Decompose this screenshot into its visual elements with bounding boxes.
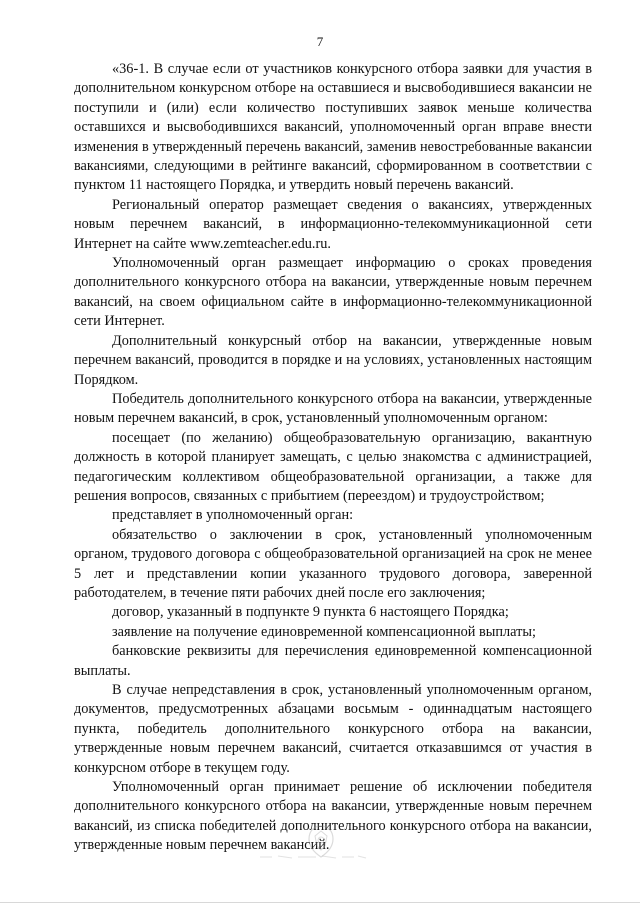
paragraph-36-1: «36-1. В случае если от участников конкурсного отбора заявки для участия в дополнительном конкурсном отборе на оставшиеся и высвободившиеся вакансии не поступили и (или) если количество поступивших заявок меньше количества оставшихся и высвободившихся вакансий, уполномоченный орган вправе внести изменения в утвержденный перечень вакансий, заменив невостребованные вакансии вакансиями, следующими в рейтинге вакансий, сформированном в соответствии с пунктом 11 настоящего Порядка, и утвердить новый перечень вакансий. xyxy=(74,61,592,194)
paragraph-visits: посещает (по желанию) общеобразовательную организацию, вакантную должность в которой планирует замещать, с целью знакомства с администрацией, педагогическим коллективом общеобразовательной организации, а также для решения вопросов, связанных с прибытием (переездом) и трудоустройством; xyxy=(74,429,592,504)
paragraph-contract: договор, указанный в подпункте 9 пункта 6 настоящего Порядка; xyxy=(112,604,509,621)
paragraph-submits: представляет в уполномоченный орган: xyxy=(112,507,354,524)
paragraph-additional-selection: Дополнительный конкурсный отбор на вакансии, утвержденные новым перечнем вакансий, проводится в порядке и на условиях, установленных настоящим Порядком. xyxy=(74,332,592,388)
paragraph-non-submission: В случае непредставления в срок, установленный уполномоченным органом, документов, предусмотренных абзацами восьмым - одиннадцатым настоящего пункта, победитель дополнительного конкурсного отбора на вакансии, утвержденные новым перечнем вакансий, считается отказавшимся от участия в конкурсном отборе в текущем году. xyxy=(74,682,592,776)
paragraph-regional-operator: Региональный оператор размещает сведения о вакансиях, утвержденных новым перечнем вакансий, в информационно-телекоммуникационной сети Интернет на сайте www.zemteacher.edu.ru. xyxy=(74,196,592,252)
page-number: 7 xyxy=(316,34,324,49)
paragraph-exclusion: Уполномоченный орган принимает решение об исключении победителя дополнительного конкурсного отбора на вакансии, утвержденные новым перечнем вакансий, из списка победителей дополнительного конкурсного отбора на вакансии, утвержденные новым перечнем вакансий. xyxy=(74,779,592,854)
paragraph-obligation: обязательство о заключении в срок, установленный уполномоченным органом, трудового договора с общеобразовательной организацией на срок не менее 5 лет и представлении копии указанного трудового договора, заверенной работодателем, в течение пяти рабочих дней после его заключения; xyxy=(74,526,592,601)
paragraph-bank-details: банковские реквизиты для перечисления единовременной компенсационной выплаты. xyxy=(74,643,592,679)
paragraph-application: заявление на получение единовременной компенсационной выплаты; xyxy=(112,623,536,640)
paragraph-info-placement: Уполномоченный орган размещает информацию о сроках проведения дополнительного конкурсного отбора на вакансии, утвержденные новым перечнем вакансий, на своем официальном сайте в информационно-телекоммуникационной сети Интернет. xyxy=(74,255,592,330)
document-body xyxy=(74,60,592,856)
stamp-text-scribble xyxy=(258,854,368,860)
page-bottom-edge xyxy=(0,902,640,903)
paragraph-winner: Победитель дополнительного конкурсного отбора на вакансии, утвержденные новым перечнем вакансий, в срок, установленный уполномоченным органом: xyxy=(74,390,592,427)
